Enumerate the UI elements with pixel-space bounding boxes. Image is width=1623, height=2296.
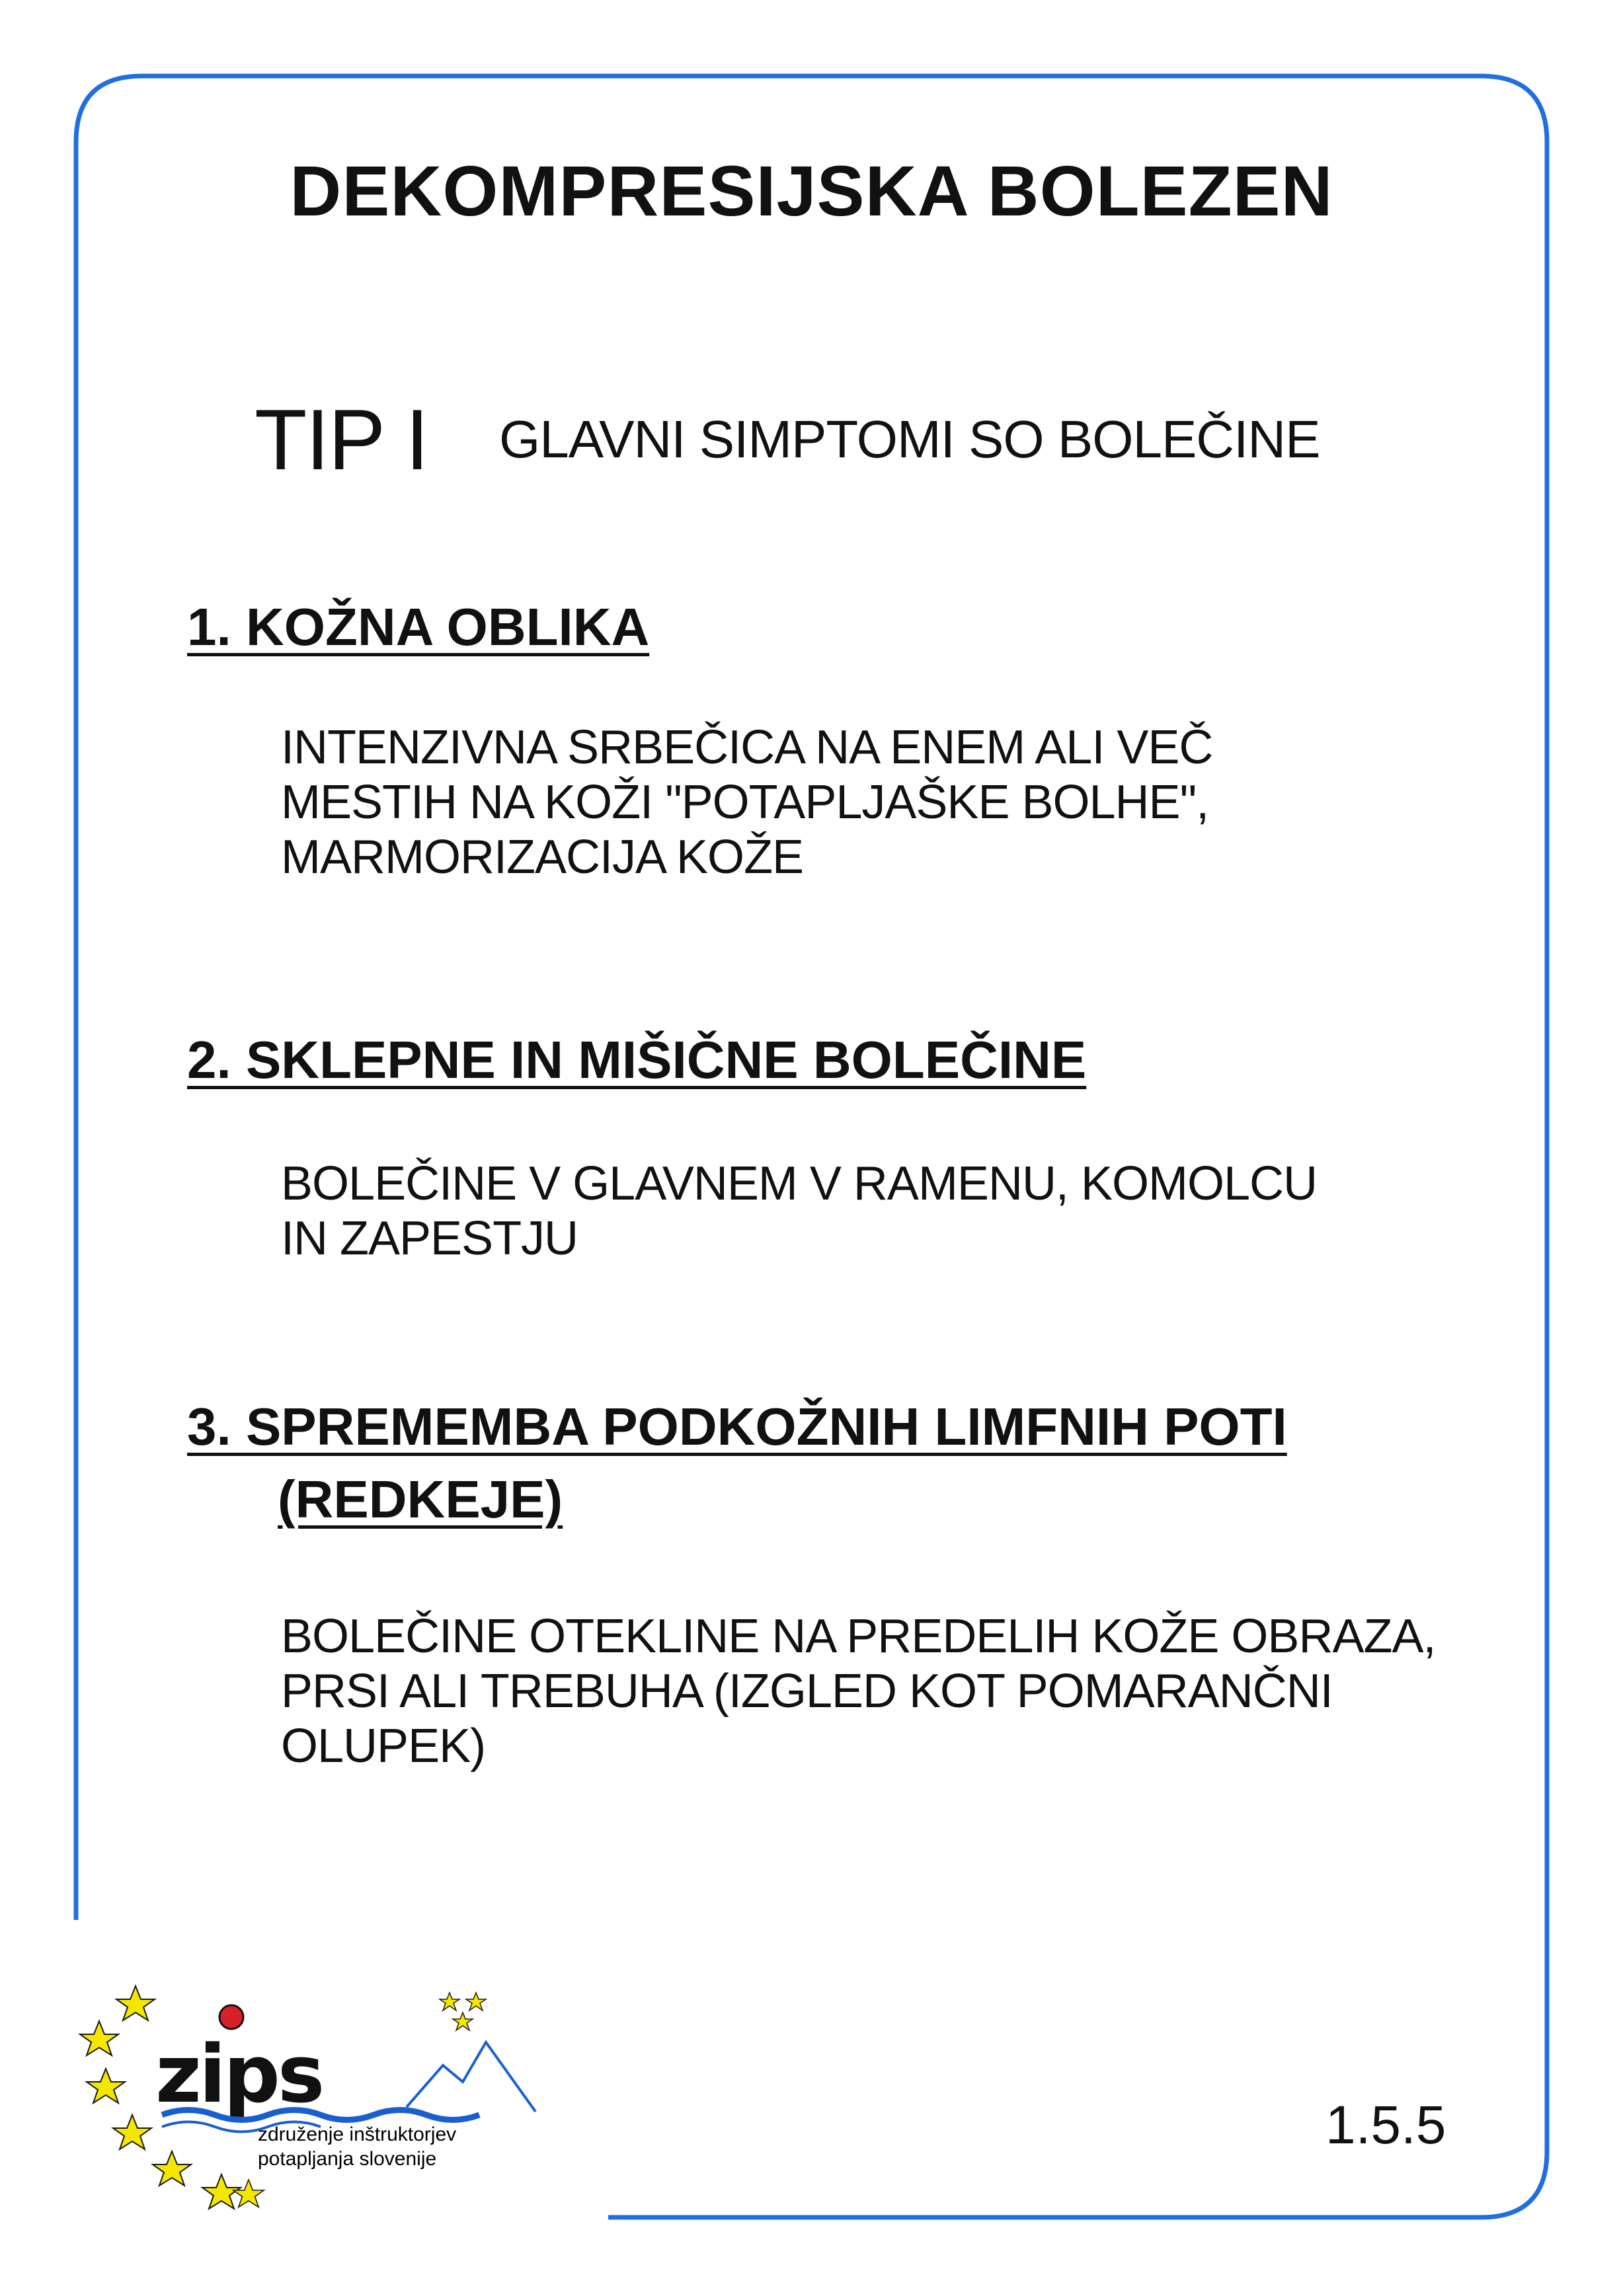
page-number: 1.5.5 <box>1326 2095 1446 2155</box>
section-3-line: BOLEČINE OTEKLINE NA PREDELIH KOŽE OBRAZA, <box>281 1610 1436 1663</box>
section-1-body <box>281 720 1212 884</box>
section-2-heading: 2. SKLEPNE IN MIŠIČNE BOLEČINE <box>187 1030 1087 1089</box>
section-2-body <box>281 1157 1317 1266</box>
page-title: DEKOMPRESIJSKA BOLEZEN <box>290 151 1333 231</box>
tip-label: TIP I <box>255 391 428 488</box>
logo-wordmark: zips <box>155 2029 323 2121</box>
small-star-icon <box>440 1993 486 2030</box>
section-1-line: MARMORIZACIJA KOŽE <box>281 830 804 884</box>
logo-subtitle-line1: združenje inštruktorjev <box>258 2124 457 2145</box>
section-3-line: OLUPEK) <box>281 1719 486 1773</box>
logo-subtitle-line2: potapljanja slovenije <box>258 2148 437 2170</box>
section-3-heading-line1: 3. SPREMEMBA PODKOŽNIH LIMFNIH POTI <box>187 1397 1287 1456</box>
section-2-line: IN ZAPESTJU <box>281 1211 578 1265</box>
zips-logo <box>73 1976 555 2234</box>
section-1-line: MESTIH NA KOŽI "POTAPLJAŠKE BOLHE", <box>281 775 1209 829</box>
mountain-icon <box>407 2042 535 2112</box>
section-2-line: BOLEČINE V GLAVNEM V RAMENU, KOMOLCU <box>281 1157 1317 1210</box>
section-3-line: PRSI ALI TREBUHA (IZGLED KOT POMARANČNI <box>281 1664 1333 1718</box>
tip-text: GLAVNI SIMPTOMI SO BOLEČINE <box>499 410 1320 469</box>
section-1-line: INTENZIVNA SRBEČICA NA ENEM ALI VEČ <box>281 721 1213 774</box>
section-3-heading <box>187 1395 1287 1531</box>
section-3-body <box>281 1609 1435 1773</box>
logo-dot-icon <box>219 2005 243 2029</box>
section-1-heading: 1. KOŽNA OBLIKA <box>187 597 650 656</box>
section-3-heading-line2: (REDKEJE) <box>278 1469 563 1529</box>
